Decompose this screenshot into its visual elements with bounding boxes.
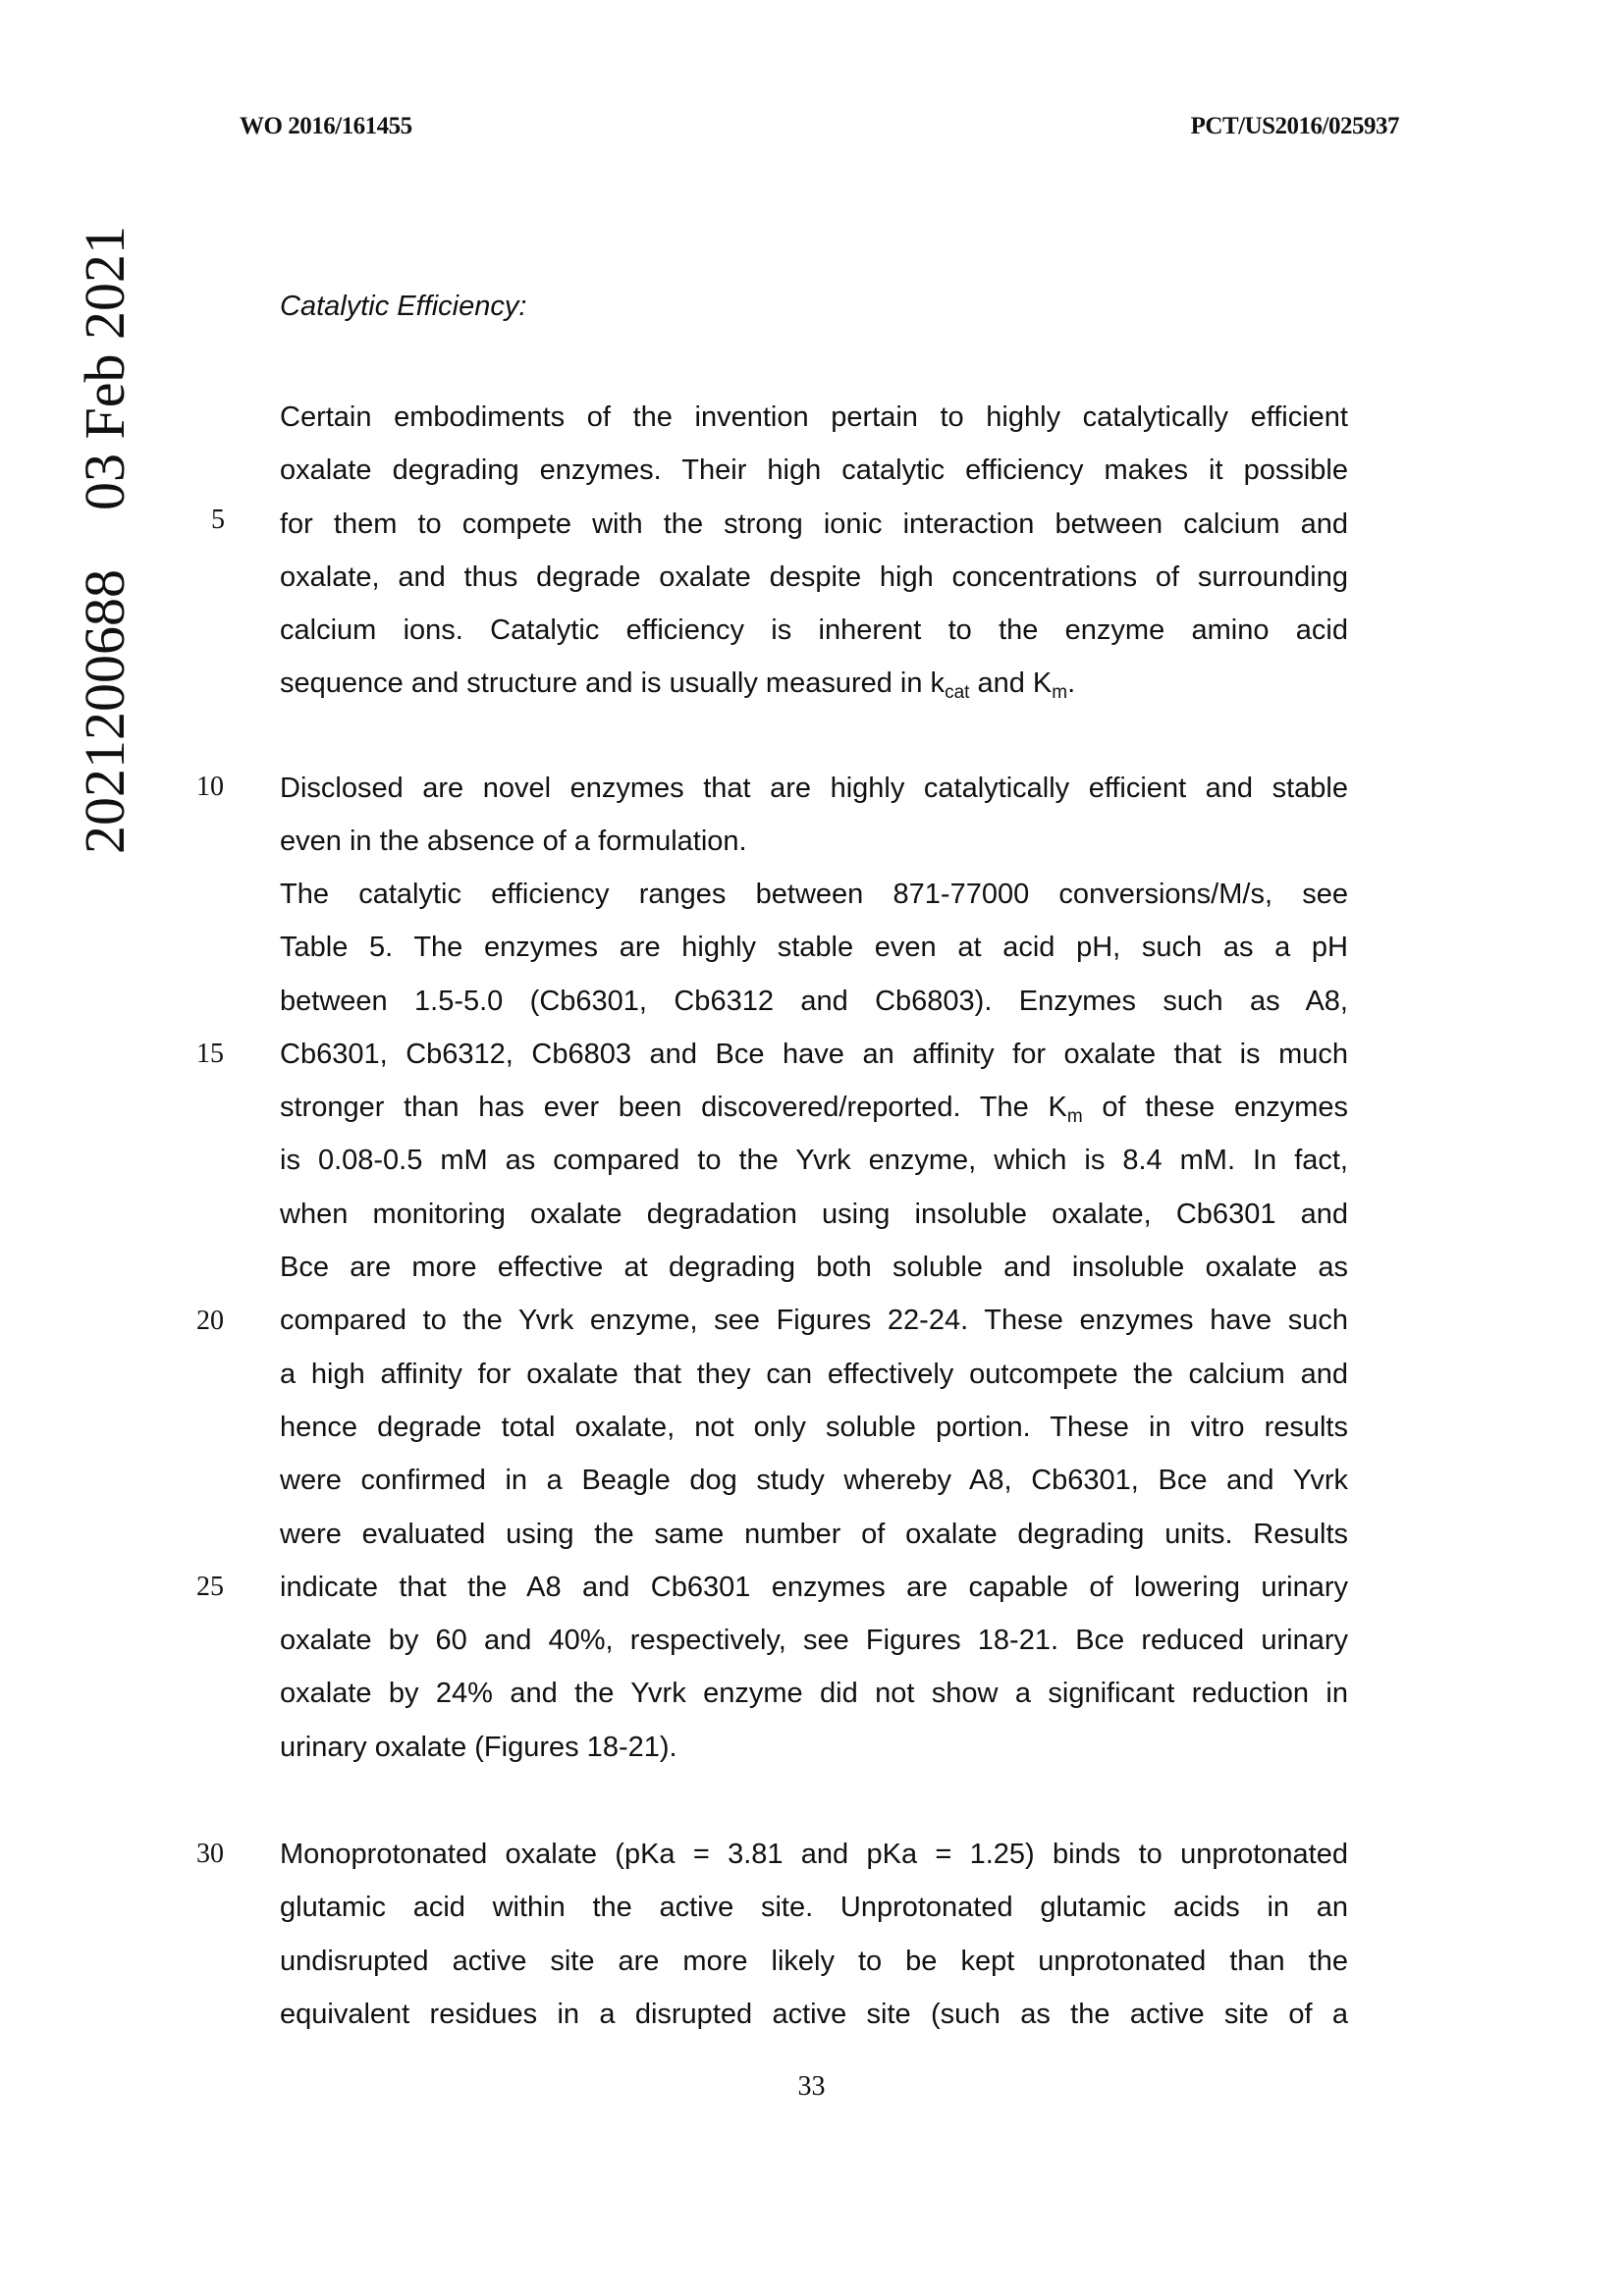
text-line: calcium ions. Catalytic efficiency is inherent to the enzyme amino acid: [280, 614, 1348, 647]
page-number: 33: [797, 2071, 826, 2102]
text-line: Monoprotonated oxalate (pKa = 3.81 and pKa = 1.25) binds to unprotonated: [280, 1839, 1348, 1870]
text-line: a high affinity for oxalate that they can effectively outcompete the calcium and: [280, 1358, 1348, 1390]
application-number: PCT/US2016/025937: [1190, 113, 1399, 139]
text-line: oxalate by 60 and 40%, respectively, see Figures 18-21. Bce reduced urinary: [280, 1625, 1348, 1657]
text-line: equivalent residues in a disrupted active site (such as the active site of a: [280, 1998, 1348, 2030]
paragraph-2: [280, 762, 1348, 869]
text-line: hence degrade total oxalate, not only soluble portion. These in vitro results: [280, 1411, 1348, 1443]
publication-number: WO 2016/161455: [240, 113, 412, 139]
text-line: were confirmed in a Beagle dog study whereby A8, Cb6301, Bce and Yvrk: [280, 1465, 1348, 1497]
text-line: Table 5. The enzymes are highly stable even at acid pH, such as a pH: [280, 932, 1348, 964]
paragraph-3: [280, 868, 1348, 1774]
text-line: Cb6301, Cb6312, Cb6803 and Bce have an affinity for oxalate that is much: [280, 1038, 1348, 1070]
margin-line-number: 20: [196, 1306, 224, 1336]
text-line: even in the absence of a formulation.: [280, 826, 747, 858]
text-line-kcat-km: sequence and structure and is usually measured in $k_{cat}$ and $K_m$.: [280, 667, 1076, 704]
section-heading: Catalytic Efficiency:: [280, 291, 527, 322]
text-line-km: stronger than has ever been discovered/reported. The $K_m$ of these enzymes: [280, 1092, 1349, 1128]
sidebar-date: 03 Feb 2021: [73, 226, 136, 510]
margin-line-number: 30: [196, 1839, 224, 1869]
margin-line-number: 10: [196, 772, 224, 802]
text-line: for them to compete with the strong ionic interaction between calcium and: [280, 507, 1348, 540]
text-line: Certain embodiments of the invention pertain to highly catalytically efficient: [280, 401, 1348, 433]
text-line: oxalate by 24% and the Yvrk enzyme did not show a significant reduction in: [280, 1678, 1348, 1710]
text-line: The catalytic efficiency ranges between 871-77000 conversions/M/s, see: [280, 879, 1348, 910]
text-line: when monitoring oxalate degradation using insoluble oxalate, Cb6301 and: [280, 1198, 1348, 1230]
text-line: Disclosed are novel enzymes that are highly catalytically efficient and stable: [280, 773, 1348, 804]
text-line: is 0.08-0.5 mM as compared to the Yvrk enzyme, which is 8.4 mM. In fact,: [280, 1145, 1348, 1177]
text-line: were evaluated using the same number of oxalate degrading units. Results: [280, 1518, 1348, 1550]
text-line: oxalate, and thus degrade oxalate despite high concentrations of surrounding: [280, 561, 1348, 593]
margin-line-number: 15: [196, 1039, 224, 1069]
text-line: undisrupted active site are more likely to be kept unprotonated than the: [280, 1945, 1348, 1977]
vertical-sidebar-stamp: [71, 69, 139, 854]
paragraph-1: [280, 391, 1348, 711]
text-line: compared to the Yvrk enzyme, see Figures 22-24. These enzymes have such: [280, 1305, 1348, 1337]
sidebar-document-number: 2021200688: [73, 569, 136, 854]
text-line: urinary oxalate (Figures 18-21).: [280, 1731, 677, 1763]
text-line: Bce are more effective at degrading both soluble and insoluble oxalate as: [280, 1252, 1348, 1284]
text-line: between 1.5-5.0 (Cb6301, Cb6312 and Cb6803). Enzymes such as A8,: [280, 985, 1348, 1017]
margin-line-number: 5: [211, 505, 225, 535]
margin-line-number: 25: [196, 1572, 224, 1602]
text-line: indicate that the A8 and Cb6301 enzymes are capable of lowering urinary: [280, 1571, 1348, 1603]
text-line: oxalate degrading enzymes. Their high catalytic efficiency makes it possible: [280, 454, 1348, 487]
text-line: glutamic acid within the active site. Unprotonated glutamic acids in an: [280, 1892, 1348, 1924]
paragraph-4: [280, 1828, 1348, 2041]
